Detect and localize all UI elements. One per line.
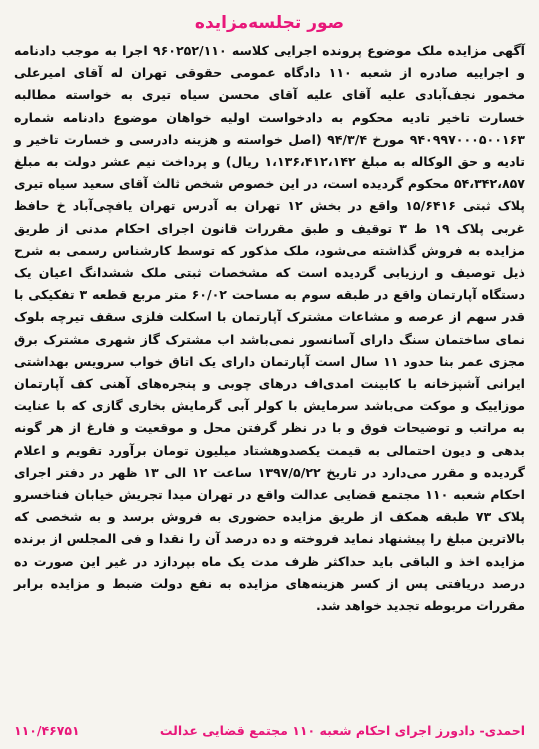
notice-body-text: آگهی مزایده ملک موضوع پرونده اجرایی کلاسه ۹۶۰۲۵۲/۱۱۰ اجرا به موجب دادنامه و اجراییه صادره از شعبه ۱۱۰ دادگاه عمومی حقوقی تهران له آقای امیرعلی مخمور نجف‌آبادی علیه آقای علیه آقای محسن سیاه تیری به خواسته مطالبه خسارت تاخیر تادیه محکوم به دادخواست اولیه خواهان موضوع دادنامه شماره ۹۴۰۹۹۷۰۰۰۵۰۰۱۶۳ مورخ ۹۴/۳/۴ (اصل خواسته و هزینه دادرسی و خسارت تاخیر و تادیه و حق الوکاله به مبلغ ۱،۱۳۶،۴۱۲،۱۴۲ ریال) و پرداخت نیم عشر دولت به مبلغ ۵۴،۳۴۲،۸۵۷ محکوم گردیده است، در این خصوص شخص ثالث آقای سعید سیاه تیری پلاک ثبتی ۱۵/۶۴۱۶ واقع در بخش ۱۲ تهران به آدرس تهران یافچی‌آباد خ حافظ غربی پلاک ۱۹ ط ۳ توقیف و طبق مقررات قانون اجرای احکام مدنی از طریق مزایده به فروش گذاشته می‌شود، ملک مذکور که توسط کارشناس رسمی به شرح ذیل توصیف و ارزیابی گردیده است که مشخصات ثبتی ملک ششدانگ اعیان یک دستگاه آپارتمان واقع در طبقه سوم به مساحت ۶۰/۰۲ متر مربع قطعه ۳ تفکیکی با قدر سهم از عرصه و مشاعات مشترک آپارتمان با اسکلت فلزی سقف تیرچه بلوک نمای ساختمان سنگ دارای آسانسور نمی‌باشد اب مشترک گاز شهری مشترک برق مجزی عمر بنا حدود ۱۱ سال است آپارتمان دارای یک اتاق خواب سرویس بهداشتی ایرانی آشپزخانه با کابینت امدی‌اف درهای چوبی و پنجره‌های آهنی کف آپارتمان موزاییک و موکت می‌باشد سرمایش با کولر آبی گرمایش بخاری گازی که با عنایت به مراتب و توضیحات فوق و با در نظر گرفتن محل و موقعیت و فارغ از هر گونه بدهی و دیون احتمالی به قیمت یکصدوهشتاد میلیون تومان برآورد تقویم و اعلام گردیده و مقرر می‌دارد در تاریخ ۱۳۹۷/۵/۲۲ ساعت ۱۲ الی ۱۳ ظهر در دفتر اجرای احکام شعبه ۱۱۰ مجتمع قضایی عدالت واقع در تهران میدا تجریش خیابان فناخسرو پلاک ۷۳ طبقه همکف از طریق مزایده حضوری به فروش برسد و به شخصی که بالاترین مبلغ را پیشنهاد نماید فروخته و ده درصد آن را نقدا و فی المجلس از برنده مزایده اخذ و الباقی باید حداکثر ظرف مدت یک ماه بپردازد در غیر این صورت ده درصد دریافتی پس از کسر هزینه‌های مزایده به نفع دولت ضبط و مزایده برابر مقررات مربوطه تجدید خواهد شد.	[14, 43, 526, 614]
notice-code: ۱۱۰/۴۶۷۵۱	[14, 723, 80, 738]
notice-issuer: احمدی- دادورز اجرای احکام شعبه ۱۱۰ مجتمع قضایی عدالت	[159, 723, 525, 738]
notice-body	[14, 40, 525, 617]
notice-title: صور تجلسه‌مزایده	[194, 13, 345, 33]
notice-footer	[14, 721, 525, 741]
